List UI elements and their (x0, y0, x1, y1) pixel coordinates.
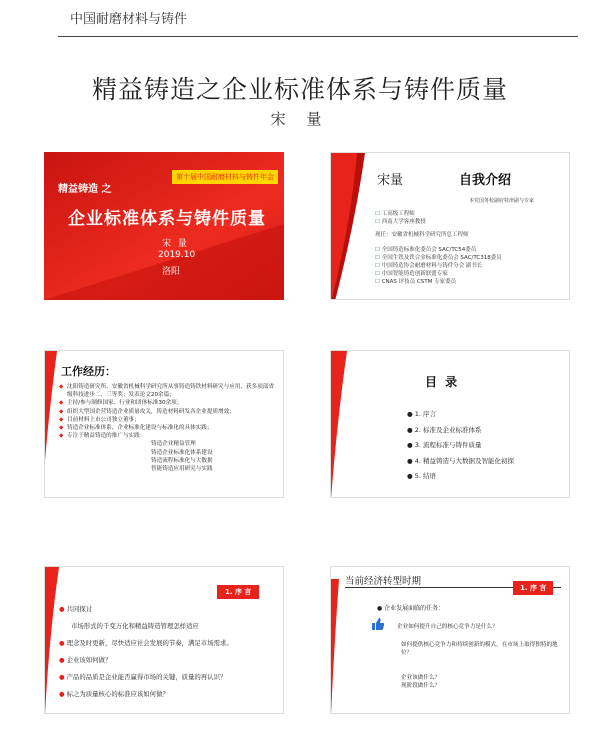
toc-item: ● 4. 精益铸造与大数据及智能化初探 (407, 456, 515, 465)
slide-transition-question: 如何提供核心竞争力和持续创新的模式，在市场上取得独特的地位？ (401, 642, 558, 656)
list-item: ◆ 铸造企业标准体系、企业标准化建设与标准化的具体实践； (59, 425, 213, 432)
sub-item: 铸造企业标准化体系建设 (151, 449, 213, 456)
sub-item: 铸造流程标准化与大数据 (151, 457, 213, 464)
list-item: ◆ 组织大型国企营铸造企业质量攻关，铸造材料研发各企业提质增效； (59, 408, 235, 415)
slide-self-intro-job: 现任：安徽省机械科学研究所总工程师 (375, 232, 469, 238)
slide-self-intro-edu-item: ☐ 工高级工程师 (375, 211, 415, 217)
slide-self-intro-name: 宋量 (377, 173, 404, 188)
dot-bullet-icon: ● (377, 605, 385, 612)
checkbox-bullet-icon: ☐ (375, 263, 382, 269)
slide-preface-list (59, 601, 281, 703)
diamond-bullet-icon: ◆ (59, 433, 64, 440)
slide-work-experience-list (59, 383, 279, 473)
slide-self-intro-role: ☐ 全国铸造标准化委员会 SAC/TC54委员 (375, 247, 477, 253)
dot-bullet-icon: ● (59, 639, 67, 647)
slide-work-experience-heading: 工作经历： (61, 365, 116, 378)
diamond-bullet-icon: ◆ (59, 416, 64, 423)
diamond-bullet-icon: ◆ (59, 400, 64, 407)
header-brand: 中国耐磨材料与铸件 (70, 12, 188, 27)
checkbox-bullet-icon: ☐ (375, 271, 382, 277)
slide-self-intro-role: ☐ CNAS 评技员 CSTM 专家委员 (375, 279, 457, 285)
slide-title-place: 洛阳 (162, 267, 181, 277)
checkbox-bullet-icon: ☐ (375, 255, 382, 261)
slide-transition-title: 当前经济转型时期 (345, 576, 422, 587)
slide-transition-question: 企业该做什么？ (401, 675, 441, 681)
diamond-bullet-icon: ◆ (59, 384, 64, 390)
slide-title-author: 宋 量 (162, 239, 189, 249)
slide-title-banner: 第十届中国耐磨材料与铸件年会 (172, 170, 278, 184)
slide-transition-tag: 1. 序 言 (513, 581, 553, 595)
thumbs-up-icon (371, 617, 385, 631)
list-item: ◆ 沈阳铸造研究所、安徽省机械科学研究所从事铸造铸铁材料研究与应用，获多项部省级科技进步二、三等奖；发表论文20余篇； (59, 384, 274, 399)
slide-self-intro-edu-item: ☐ 西南大学客座教授 (375, 219, 426, 225)
sub-item: 铸造企业精益管理 (151, 441, 196, 448)
slide-contents-list (407, 407, 514, 485)
slide-title (44, 152, 284, 300)
dot-bullet-icon: ● (407, 410, 415, 418)
dot-bullet-icon: ● (59, 690, 67, 698)
list-item: ● 共同探讨 (59, 605, 93, 613)
checkbox-bullet-icon: ☐ (375, 211, 382, 217)
slide-self-intro-subtitle: 本党国务校副府特津副与专家 (469, 198, 535, 204)
slide-transition-question: 现阶段做什么？ (401, 683, 441, 689)
slide-work-experience (44, 350, 284, 498)
toc-item: ● 1. 序言 (407, 410, 437, 418)
dot-bullet-icon: ● (407, 472, 415, 480)
toc-item: ● 5. 结语 (407, 472, 437, 480)
diamond-bullet-icon: ◆ (59, 408, 64, 415)
list-item: ● 产品的品质是企业能否赢得市场的关键，质量的再认识？ (59, 673, 227, 681)
dot-bullet-icon: ● (59, 605, 67, 613)
slide-contents-heading: 目 录 (425, 375, 460, 389)
slide-self-intro-role: ☐ 中国铸造协会耐磨材料与铸件分会 副书长 (375, 263, 483, 269)
slide-title-date: 2019.10 (158, 250, 196, 260)
toc-item: ● 3. 流程标准与铸件质量 (407, 441, 482, 449)
slide-self-intro-heading: 自我介绍 (459, 173, 512, 188)
dot-bullet-icon: ● (407, 425, 415, 434)
list-item: 市场形式的千变万化和精益铸造管理怎样适应 (71, 622, 199, 630)
header-divider (58, 36, 578, 37)
slide-self-intro (330, 152, 570, 300)
slide-transition (330, 566, 570, 714)
sub-item: 智能铸造应用研究与实践 (151, 466, 213, 473)
dot-bullet-icon: ● (59, 673, 67, 681)
checkbox-bullet-icon: ☐ (375, 247, 382, 253)
slide-preface-tag: 1. 序 言 (217, 585, 259, 599)
dot-bullet-icon: ● (407, 456, 415, 465)
slide-transition-question: 企业如何提升自己的核心竞争力是什么？ (397, 624, 498, 630)
toc-item: ● 2. 标准及企业标准体系 (407, 425, 482, 434)
document-author: 宋 量 (270, 110, 330, 128)
dot-bullet-icon: ● (407, 441, 415, 449)
list-item: ◆ 主持/参与制修国家、行业和团体标准30余项； (59, 400, 183, 407)
checkbox-bullet-icon: ☐ (375, 219, 382, 225)
dot-bullet-icon: ● (59, 656, 67, 664)
list-item: ◆ 目前材料上市公司独立董事； (59, 416, 140, 423)
list-item: ● 标之为质量核心的标准应该如何做？ (59, 690, 169, 698)
slide-contents (330, 350, 570, 498)
slide-title-kicker: 精益铸造 之 (58, 184, 112, 195)
slide-title-heading: 企业标准体系与铸件质量 (68, 209, 266, 229)
document-title: 精益铸造之企业标准体系与铸件质量 (91, 75, 508, 104)
slide-preface (44, 566, 284, 714)
slide-self-intro-role: ☐ 中国智能铸造创新联盟专家 (375, 271, 448, 277)
list-item: ◆ 专注于精益铸造的推广与实践： (59, 433, 146, 440)
slide-self-intro-role: ☐ 全国生铁及铁合金标准化委员会 SAC/TC318委员 (375, 255, 502, 261)
list-item: ● 理念及时更新，尽快适应社会发展的节奏，满足市场需求。 (59, 639, 233, 647)
diamond-bullet-icon: ◆ (59, 425, 64, 432)
list-item: ● 企业该如何做？ (59, 656, 112, 664)
slide-transition-lead: ● 企业发展面临的任务： (377, 605, 445, 612)
checkbox-bullet-icon: ☐ (375, 279, 382, 285)
